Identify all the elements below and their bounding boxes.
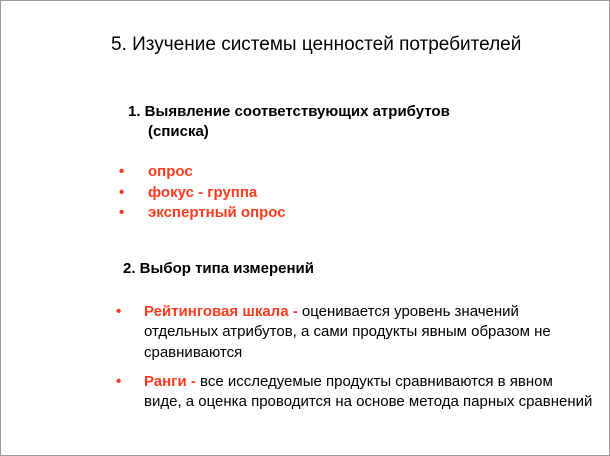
section2-heading: 2. Выбор типа измерений <box>123 260 314 277</box>
list-item <box>114 302 594 363</box>
bullet-icon: • <box>116 303 122 320</box>
list-item <box>114 372 594 413</box>
rating-scale-term: Рейтинговая шкала - <box>144 303 302 320</box>
section1-heading: 1. Выявление соответствующих атрибутов <box>128 103 450 120</box>
bullet-icon: • <box>119 183 125 201</box>
method-survey: опрос <box>148 163 193 180</box>
ranks-description: все исследуемые продукты сравниваются в явном виде, а оценка проводится на основе метода парных сравнений <box>144 372 593 411</box>
bullet-icon: • <box>119 163 125 180</box>
bullet-icon: • <box>119 204 125 221</box>
rating-scale-description: оценивается уровень значений отдельных атрибутов, а сами продукты явным образом не сравниваются <box>144 303 551 361</box>
method-focus-group: фокус - группа <box>148 183 258 201</box>
ranks-term: Ранги - <box>144 372 201 390</box>
method-expert-survey: экспертный опрос <box>148 204 286 221</box>
section1-heading-continuation: (списка) <box>148 123 209 140</box>
measures-list <box>114 302 594 412</box>
slide-title: 5. Изучение системы ценностей потребителей <box>111 34 522 55</box>
bullet-icon: • <box>116 372 122 390</box>
